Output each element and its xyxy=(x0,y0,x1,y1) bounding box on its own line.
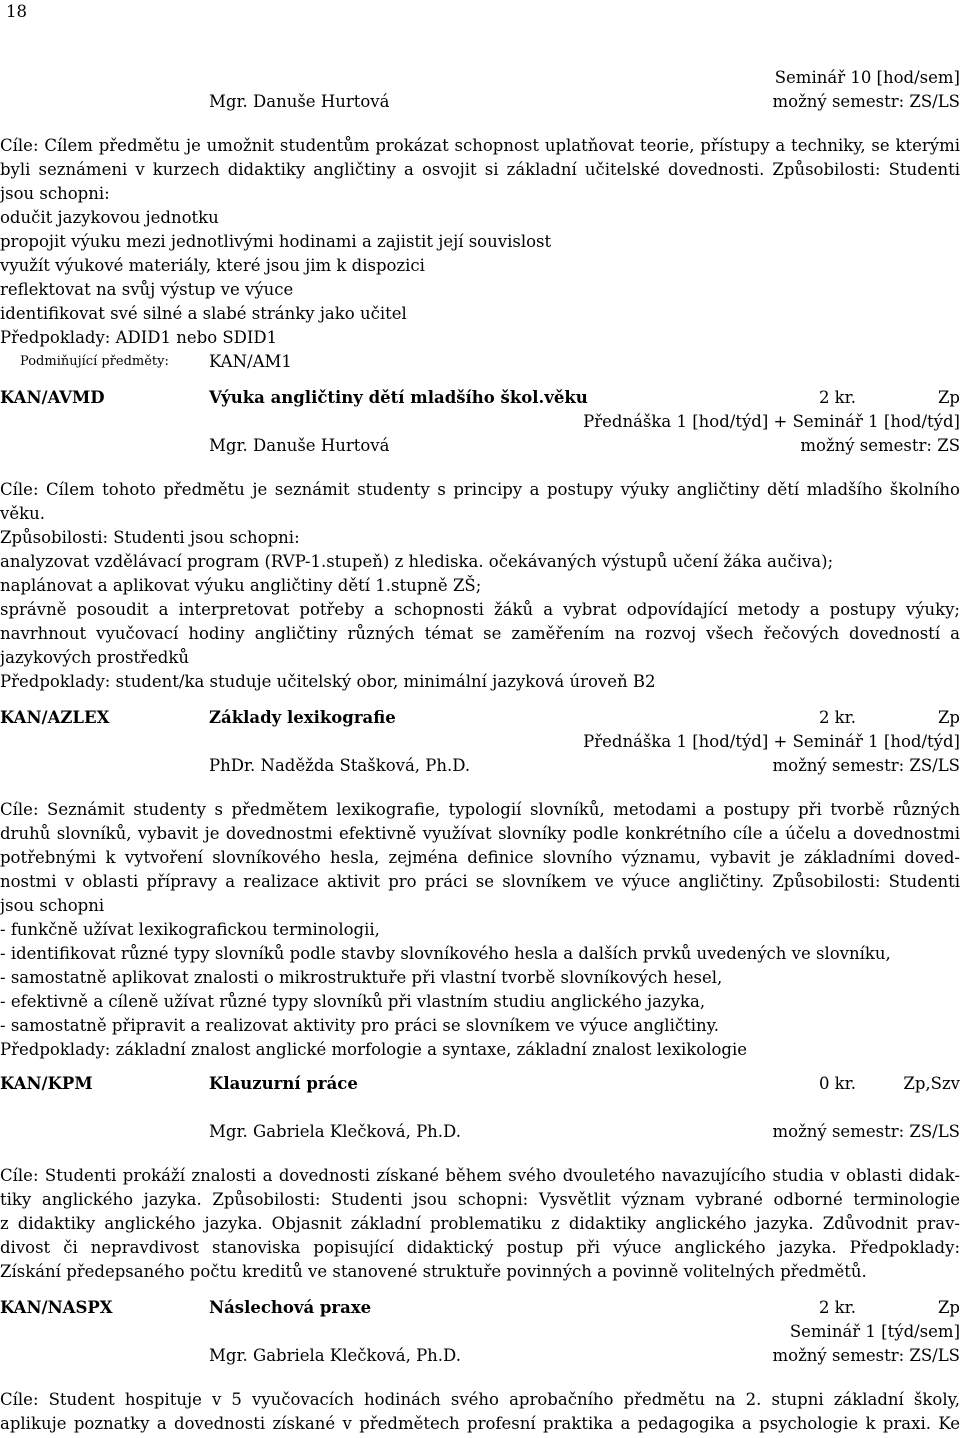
text-line: naplánovat a aplikovat výuku angličtiny dětí 1.stupně ZŠ; xyxy=(0,576,482,595)
course-completion: Zp,Szv xyxy=(903,1074,960,1093)
course-code: KAN/NASPX xyxy=(0,1298,113,1317)
text-line: Způsobilosti: Studenti jsou schopni: xyxy=(0,528,300,547)
text-line: jsou schopni: xyxy=(0,184,110,203)
text-line: analyzovat vzdělávací program (RVP-1.stupeň) z hlediska. očekávaných výstupů učení žáka aučiva); xyxy=(0,552,834,571)
text-line: Předpoklady: základní znalost anglické morfologie a syntaxe, základní znalost lexikologie xyxy=(0,1040,748,1059)
text-line: Získání předepsaného počtu kreditů ve stanovené struktuře povinných a povinně volitelných předmětů. xyxy=(0,1262,867,1281)
text-line: odučit jazykovou jednotku xyxy=(0,208,219,227)
text-line: reflektovat na svůj výstup ve výuce xyxy=(0,280,294,299)
text-line: jazykových prostředků xyxy=(0,648,189,667)
course-title: Základy lexikografie xyxy=(209,708,396,727)
text-line: potřebnými k vytvoření slovníkového hesla, zejména definice slovního významu, vybavit je základními doved- xyxy=(0,848,960,867)
text-line: Předpoklady: student/ka studuje učitelský obor, minimální jazyková úroveň B2 xyxy=(0,672,656,691)
course-semester: možný semestr: ZS/LS xyxy=(772,1346,960,1365)
course-credits: 2 kr. xyxy=(818,388,856,407)
course-title: Výuka angličtiny dětí mladšího škol.věku xyxy=(209,388,588,407)
course-kan-avmd xyxy=(0,386,960,694)
course-teacher: Mgr. Danuše Hurtová xyxy=(209,92,390,111)
course-code: KAN/AVMD xyxy=(0,388,105,407)
text-line: tiky anglického jazyka. Způsobilosti: Studenti jsou schopni: Vysvětlit význam vybrané odborné terminologie xyxy=(0,1190,960,1209)
text-line: byli seznámeni v kurzech didaktiky angličtiny a osvojit si základní učitelské dovednosti. Způsobilosti: Studenti xyxy=(0,160,960,179)
course-kan-naspx xyxy=(0,1296,960,1436)
course-semester: možný semestr: ZS/LS xyxy=(772,1122,960,1141)
course-kan-azlex xyxy=(0,706,960,1062)
prerequisite-value: KAN/AM1 xyxy=(209,352,292,371)
course-hours: Přednáška 1 [hod/týd] + Seminář 1 [hod/týd] xyxy=(583,732,960,751)
course-hours: Seminář 1 [týd/sem] xyxy=(789,1322,960,1341)
text-line: Cíle: Student hospituje v 5 vyučovacích hodinách svého aprobačního předmětu na 2. stupni základní školy, xyxy=(0,1390,960,1409)
text-line: - samostatně aplikovat znalosti o mikrostruktuře při vlastní tvorbě slovníkových hesel, xyxy=(0,968,723,987)
page-number: 18 xyxy=(6,2,27,21)
course-semester: možný semestr: ZS xyxy=(800,436,960,455)
text-line: druhů slovníků, vybavit je dovednostmi efektivně využívat slovníky podle konkrétního cíle a účelu a dovednostmi xyxy=(0,824,960,843)
text-line: nostmi v oblasti přípravy a realizace aktivit pro práci se slovníkem ve výuce angličtiny. Způsobilosti: Studenti xyxy=(0,872,960,891)
course-completion: Zp xyxy=(937,708,960,727)
text-line: propojit výuku mezi jednotlivými hodinami a zajistit její souvislost xyxy=(0,232,552,251)
course-credits: 2 kr. xyxy=(818,1298,856,1317)
text-line: Cíle: Studenti prokáží znalosti a dovednosti získané během svého dvouletého navazujícího studia v oblasti didak- xyxy=(0,1166,960,1185)
text-line: Cíle: Seznámit studenty s předmětem lexikografie, typologií slovníků, metodami a postupy při tvorbě různých xyxy=(0,800,960,819)
course-credits: 0 kr. xyxy=(818,1074,856,1093)
prerequisite-row xyxy=(0,350,960,374)
text-line: - samostatně připravit a realizovat aktivity pro práci se slovníkem ve výuce angličtiny. xyxy=(0,1016,720,1035)
text-line: aplikuje poznatky a dovednosti získané v předmětech profesní praktika a pedagogika a psychologie k praxi. Ke xyxy=(0,1414,960,1433)
text-line: - identifikovat různé typy slovníků podle stavby slovníkového hesla a dalších prvků uvedených ve slovníku, xyxy=(0,944,891,963)
course-title: Klauzurní práce xyxy=(209,1074,358,1093)
text-line: věku. xyxy=(0,504,45,523)
text-line: jsou schopni xyxy=(0,896,105,915)
course-semester: možný semestr: ZS/LS xyxy=(772,756,960,775)
course-hours: Seminář 10 [hod/sem] xyxy=(774,68,960,87)
course-continuation xyxy=(0,66,960,374)
course-hours: Přednáška 1 [hod/týd] + Seminář 1 [hod/týd] xyxy=(583,412,960,431)
course-code: KAN/KPM xyxy=(0,1074,93,1093)
course-code: KAN/AZLEX xyxy=(0,708,110,727)
text-line: identifikovat své silné a slabé stránky jako učitel xyxy=(0,304,407,323)
course-kan-kpm xyxy=(0,1072,960,1284)
course-title: Náslechová praxe xyxy=(209,1298,372,1317)
course-completion: Zp xyxy=(937,1298,960,1317)
course-teacher: Mgr. Danuše Hurtová xyxy=(209,436,390,455)
course-teacher: Mgr. Gabriela Klečková, Ph.D. xyxy=(209,1346,461,1365)
course-semester: možný semestr: ZS/LS xyxy=(772,92,960,111)
course-teacher: Mgr. Gabriela Klečková, Ph.D. xyxy=(209,1122,461,1141)
course-completion: Zp xyxy=(937,388,960,407)
text-line: - efektivně a cíleně užívat různé typy slovníků při vlastním studiu anglického jazyka, xyxy=(0,992,706,1011)
prerequisite-label: Podmiňující předměty: xyxy=(20,354,169,369)
text-line: z didaktiky anglického jazyka. Objasnit základní problematiku z didaktiky anglického jazyka. Zdůvodnit prav- xyxy=(0,1214,960,1233)
text-line: Cíle: Cílem tohoto předmětu je seznámit studenty s principy a postupy výuky angličtiny dětí mladšího školního xyxy=(0,480,960,499)
text-line: navrhnout vyučovací hodiny angličtiny různých témat se zaměřením na rozvoj všech řečových dovedností a xyxy=(0,624,960,643)
text-line: Cíle: Cílem předmětu je umožnit studentům prokázat schopnost uplatňovat teorie, přístupy a techniky, se kterými xyxy=(0,136,960,155)
text-line: správně posoudit a interpretovat potřeby a schopnosti žáků a vybrat odpovídající metody a postupy výuky; xyxy=(0,600,960,619)
text-line: - funkčně užívat lexikografickou terminologii, xyxy=(0,920,380,939)
text-line: Předpoklady: ADID1 nebo SDID1 xyxy=(0,328,278,347)
text-line: divost či nepravdivost stanoviska popisující didaktický postup při výuce anglického jazyka. Předpoklady: xyxy=(0,1238,960,1257)
course-teacher: PhDr. Naděžda Stašková, Ph.D. xyxy=(209,756,471,775)
text-line: využít výukové materiály, které jsou jim k dispozici xyxy=(0,256,425,275)
course-credits: 2 kr. xyxy=(818,708,856,727)
